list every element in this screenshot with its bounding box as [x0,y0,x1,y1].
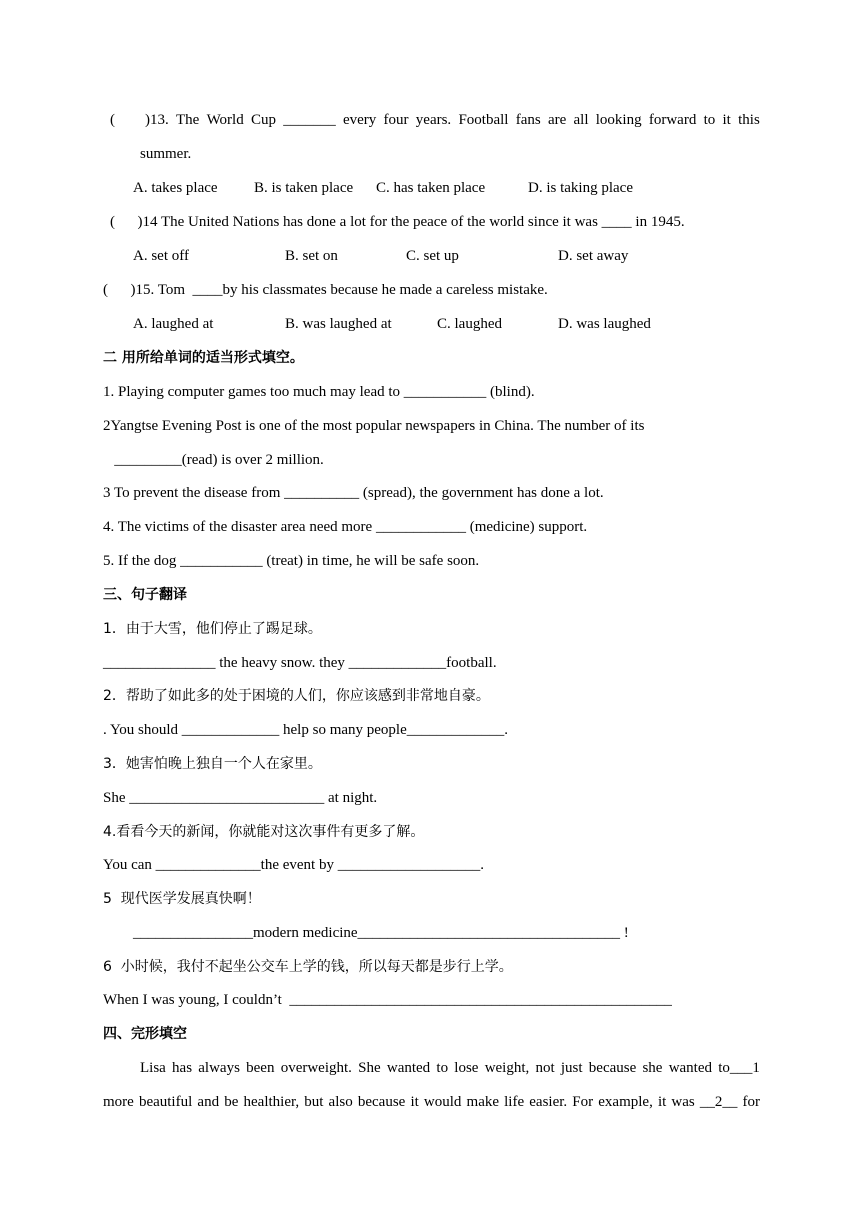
translation-6-english [103,990,672,1010]
q13-line1-word: this [738,112,760,128]
q13-line1-word: The [176,112,200,128]
q13-line1 [110,110,760,130]
cloze-line1-word: to [436,1060,449,1076]
q14-option-a: A. set off [133,248,189,264]
section2-item-4: 4. The victims of the disaster area need more ____________ (medicine) support. [103,519,588,535]
section2-item-3: 3 To prevent the disease from __________ (spread), the government has done a lot. [103,485,604,501]
cloze-line1-word: lose [454,1060,479,1076]
cloze-line1-word: just [560,1060,583,1076]
cloze-line2-word: beautiful [138,1094,193,1110]
q13-line1-word: every [342,112,377,128]
translation-1-chinese: 1．由于大雪，他们停止了踢足球。 [103,621,322,637]
section2-item-2-cont: _________(read) is over 2 million. [103,452,324,468]
translation-5-phrase: modern medicine [253,925,358,941]
q13-line1-word: years. [415,112,452,128]
cloze-line1-word: been [246,1060,275,1076]
q13-line2: summer. [140,146,192,162]
q13-line1-word: fans [515,112,541,128]
cloze-line1-word: wanted [668,1060,713,1076]
section2-item-2: 2Yangtse Evening Post is one of the most popular newspapers in China. The number of its [103,418,645,434]
cloze-line1-word: wanted [386,1060,431,1076]
q13-line1-word: forward [648,112,697,128]
cloze-line2-word: also [328,1094,353,1110]
translation-5-end: ! [620,925,629,941]
cloze-line2-word: example, [598,1094,653,1110]
translation-6-chinese: 6 小时候，我付不起坐公交车上学的钱，所以每天都是步行上学。 [103,959,513,975]
q13-line1-word: Cup [250,112,276,128]
q14-option-b: B. set on [285,248,338,264]
q14-option-d: D. set away [558,248,629,264]
q13-line1-word: _______ [283,112,336,128]
cloze-line1-word: overweight. [280,1060,352,1076]
translation-2-english: . You should _____________ help so many people_____________. [103,722,508,738]
q13-line1-word: Football [458,112,509,128]
cloze-line1-word: always [198,1060,240,1076]
cloze-line1-word: Lisa [140,1060,166,1076]
cloze-line2-word: would [423,1094,462,1110]
translation-5-blank-2: ___________________________________ [357,925,621,941]
q13-option-d: D. is taking place [528,180,633,196]
q13-line1-word: World [206,112,244,128]
translation-5-english [133,923,629,943]
q14-option-c: C. set up [406,248,459,264]
q13-line1-word: are [547,112,567,128]
cloze-line2-word: life [504,1094,525,1110]
q13-line1-word: to [703,112,716,128]
q13-option-c: C. has taken place [376,180,486,196]
translation-4-chinese: 4.看看今天的新闻，你就能对这次事件有更多了解。 [103,824,425,840]
cloze-line2 [103,1092,760,1112]
cloze-line2-word: __2__ [699,1094,738,1110]
cloze-line2-word: was [671,1094,695,1110]
cloze-line2-word: for [742,1094,760,1110]
cloze-line2-word: more [103,1094,134,1110]
cloze-line1-word: has [172,1060,193,1076]
q13-line1-word: all [573,112,589,128]
cloze-line1-word: weight, [484,1060,530,1076]
translation-6-lead: When I was young, I couldn’t [103,992,290,1008]
section4-heading: 四、完形填空 [103,1026,187,1042]
cloze-line2-word: easier. [529,1094,568,1110]
cloze-line1-word: not [535,1060,555,1076]
q13-option-b: B. is taken place [254,180,354,196]
q13-line1-word: it [722,112,731,128]
cloze-line2-word: healthier, [243,1094,300,1110]
cloze-line2-word: but [304,1094,324,1110]
cloze-line1 [140,1058,760,1078]
q13-line1-word: ( )13. [110,112,169,128]
cloze-line1-word: to___1 [718,1060,760,1076]
translation-3-english: She __________________________ at night. [103,790,378,806]
translation-4-english: You can ______________the event by ___________________. [103,857,484,873]
q15-option-a: A. laughed at [133,316,214,332]
cloze-line1-word: she [642,1060,663,1076]
section3-heading: 三、句子翻译 [103,587,187,603]
q15-option-c: C. laughed [437,316,502,332]
translation-6-blank: ___________________________________________________ [289,992,672,1008]
q14-stem: ( )14 The United Nations has done a lot for the peace of the world since it was ____ in 1945. [110,214,685,230]
q15-stem: ( )15. Tom ____by his classmates because he made a careless mistake. [103,282,548,298]
section2-heading: 二 用所给单词的适当形式填空。 [103,350,304,366]
translation-1-english: _______________ the heavy snow. they _____________football. [103,655,497,671]
translation-5-blank-1: ________________ [133,925,253,941]
translation-5-chinese: 5 现代医学发展真快啊！ [103,891,261,907]
cloze-line1-word: because [588,1060,637,1076]
q13-option-a: A. takes place [133,180,218,196]
cloze-line2-word: For [572,1094,594,1110]
section2-item-1: 1. Playing computer games too much may lead to ___________ (blind). [103,384,535,400]
cloze-line2-word: and [197,1094,220,1110]
cloze-line2-word: because [357,1094,406,1110]
q15-option-d: D. was laughed [558,316,651,332]
cloze-line2-word: it [410,1094,419,1110]
cloze-line1-word: She [358,1060,381,1076]
translation-3-chinese: 3．她害怕晚上独自一个人在家里。 [103,756,322,772]
q13-line1-word: four [383,112,409,128]
q13-line1-word: looking [595,112,642,128]
cloze-line2-word: make [466,1094,500,1110]
cloze-line2-word: be [224,1094,239,1110]
q15-option-b: B. was laughed at [285,316,392,332]
cloze-line2-word: it [657,1094,667,1110]
section2-item-5: 5. If the dog ___________ (treat) in time, he will be safe soon. [103,553,480,569]
translation-2-chinese: 2．帮助了如此多的处于困境的人们，你应该感到非常地自豪。 [103,688,490,704]
